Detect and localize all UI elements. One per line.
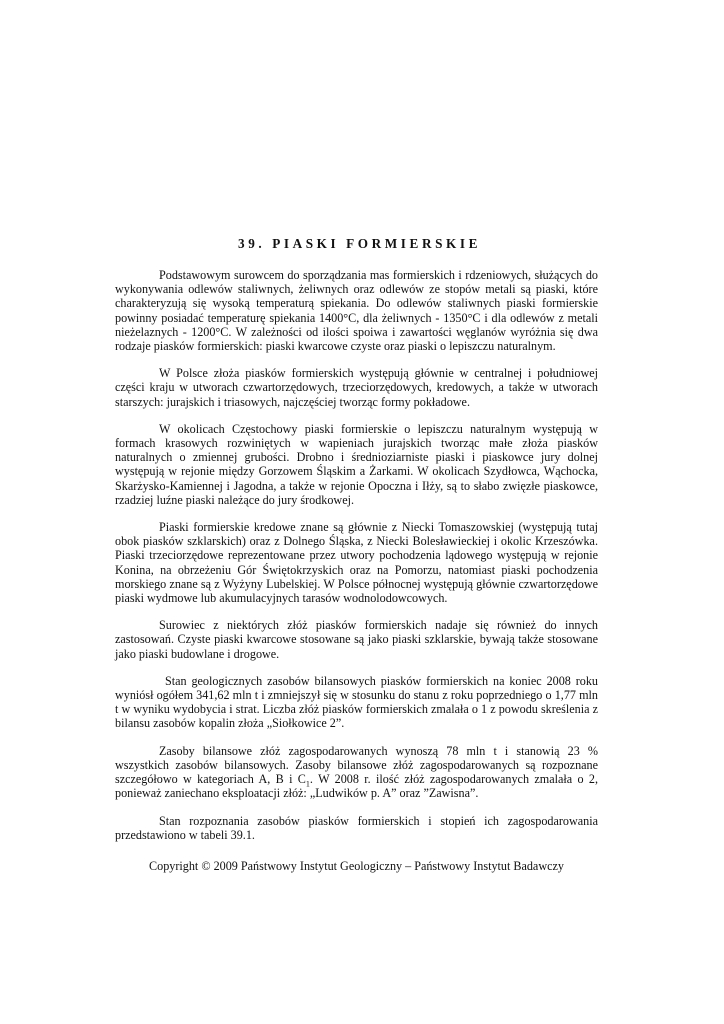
paragraph-4: Piaski formierskie kredowe znane są głównie z Niecki Tomaszowskiej (występują tutaj obok piasków szklarskich) oraz z Dolnego Śląska, z Niecki Bolesławieckiej i okolic Krzeszówka. Piaski trzeciorzędowe reprezentowane przez utwory pochodzenia lądowego występują w rejonie Konina, na obrzeżeniu Gór Świętokrzyskich oraz na Pomorzu, natomiast piaski pochodzenia morskiego znane są z Wyżyny Lubelskiej. W Polsce północnej występują głównie czwartorzędowe piaski wydmowe lub akumulacyjnych tarasów wodnolodowcowych.	[115, 520, 598, 606]
paragraph-3: W okolicach Częstochowy piaski formierskie o lepiszczu naturalnym występują w formach krasowych rozwiniętych w wapieniach jurajskich tworząc małe złoża piasków naturalnych o zmiennej grubości. Drobno i średnioziarniste piaski i piaskowce jury dolnej występują w rejonie między Gorzowem Śląskim a Żarkami. W okolicach Szydłowca, Wąchocka, Skarżysko-Kamiennej i Jagodna, a także w rejonie Opoczna i Iłży, są to słabo zwięzłe piaskowce, rzadziej luźne piaski należące do jury środkowej.	[115, 421, 598, 507]
paragraph-8: Stan rozpoznania zasobów piasków formierskich i stopień ich zagospodarowania przedstawiono w tabeli 39.1.	[115, 813, 598, 842]
paragraph-7-text-a: Zasoby bilansowe złóż zagospodarowanych wynoszą 78 mln t i stanowią 23 % wszystkich zasobów bilansowych. Zasoby bilansowe złóż zagospodarowanych są rozpoznane szczegółowo w kategoriach A, B i C	[115, 743, 598, 787]
paragraph-7	[115, 744, 598, 801]
copyright-footer: Copyright © 2009 Państwowy Instytut Geologiczny – Państwowy Instytut Badawczy	[149, 859, 564, 873]
document-body	[115, 236, 598, 855]
paragraph-6: Stan geologicznych zasobów bilansowych piasków formierskich na koniec 2008 roku wyniósł ogółem 341,62 mln t i zmniejszył się w stosunku do stanu z roku poprzedniego o 1,77 mln t w wyniku wydobycia i strat. Liczba złóż piasków formierskich zmalała o 1 z powodu skreślenia z bilansu zasobów kopalin złoża „Siołkowice 2”.	[115, 673, 598, 731]
chapter-title: 39. PIASKI FORMIERSKIE	[238, 236, 481, 251]
paragraph-7-text-b: . W 2008 r. ilość złóż zagospodarowanych zmalała o 2, ponieważ zaniechano eksploatacji złóż: „Ludwików p. A” oraz ”Zawisna”.	[115, 772, 598, 801]
paragraph-7-subscript: 1	[305, 779, 310, 789]
paragraph-1: Podstawowym surowcem do sporządzania mas formierskich i rdzeniowych, służących do wykonywania odlewów staliwnych, żeliwnych oraz odlewów ze stopów metali są piaski, które charakteryzują się wysoką temperaturą spiekania. Do odlewów staliwnych piaski formierskie powinny posiadać temperaturę spiekania 1400°C, dla żeliwnych - 1350°C i dla odlewów z metali nieżelaznych - 1200°C. W zależności od ilości spoiwa i zawartości węglanów wyróżnia się dwa rodzaje piasków formierskich: piaski kwarcowe czyste oraz piaski o lepiszczu naturalnym.	[115, 268, 598, 354]
paragraph-2: W Polsce złoża piasków formierskich występują głównie w centralnej i południowej części kraju w utworach czwartorzędowych, trzeciorzędowych, kredowych, a także w utworach starszych: jurajskich i triasowych, najczęściej tworząc formy pokładowe.	[115, 366, 598, 409]
paragraph-5: Surowiec z niektórych złóż piasków formierskich nadaje się również do innych zastosowań. Czyste piaski kwarcowe stosowane są jako piaski szklarskie, bywają także stosowane jako piaski budowlane i drogowe.	[115, 618, 598, 661]
